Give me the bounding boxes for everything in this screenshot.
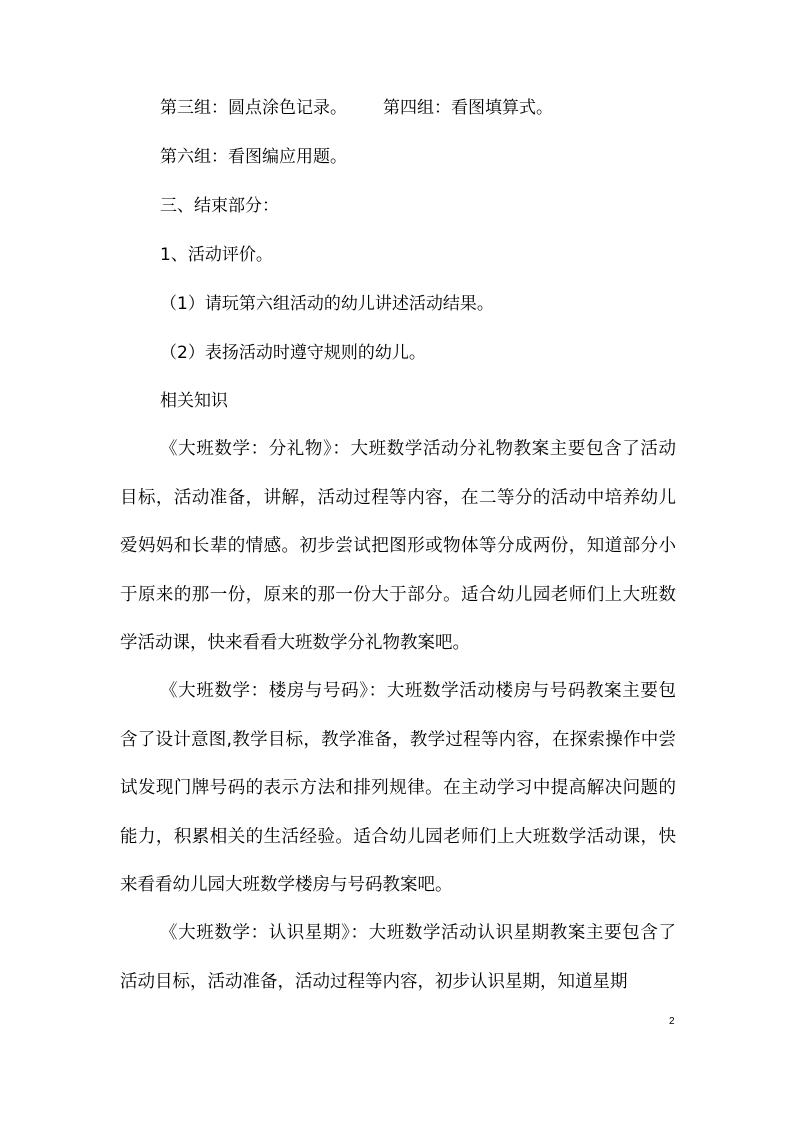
group-three-text: 第三组：圆点涂色记录。 bbox=[160, 98, 347, 118]
related-knowledge-heading: 相关知识 bbox=[160, 391, 228, 411]
group-four-text: 第四组：看图填算式。 bbox=[383, 98, 553, 118]
section-three-heading: 三、结束部分： bbox=[160, 196, 279, 216]
related-paragraph-gifts: 《大班数学：分礼物》：大班数学活动分礼物教案主要包含了活动目标，活动准备，讲解，活动过程等内容，在二等分的活动中培养幼儿爱妈妈和长辈的情感。初步尝试把图形或物体等分成两份，知道部分小于原来的那一份，原来的那一份大于部分。适合幼儿园老师们上大班数学活动课，快来看看大班数学分礼物教案吧。 bbox=[120, 439, 676, 653]
evaluation-step-two: （2）表扬活动时遵守规则的幼儿。 bbox=[160, 343, 426, 363]
page-number: 2 bbox=[669, 1016, 675, 1027]
activity-evaluation-item: 1、活动评价。 bbox=[160, 245, 273, 265]
related-paragraph-building-numbers: 《大班数学：楼房与号码》：大班数学活动楼房与号码教案主要包含了设计意图,教学目标，教学准备，教学过程等内容，在探索操作中尝试发现门牌号码的表示方法和排列规律。在主动学习中提高解决问题的能力，积累相关的生活经验。适合幼儿园老师们上大班数学活动课，快来看看幼儿园大班数学楼房与号码教案吧。 bbox=[120, 681, 676, 895]
related-paragraph-weekdays: 《大班数学：认识星期》：大班数学活动认识星期教案主要包含了活动目标，活动准备，活动过程等内容，初步认识星期，知道星期 bbox=[120, 923, 676, 992]
evaluation-step-one: （1）请玩第六组活动的幼儿讲述活动结果。 bbox=[160, 294, 494, 314]
group-six-text: 第六组：看图编应用题。 bbox=[160, 147, 347, 167]
